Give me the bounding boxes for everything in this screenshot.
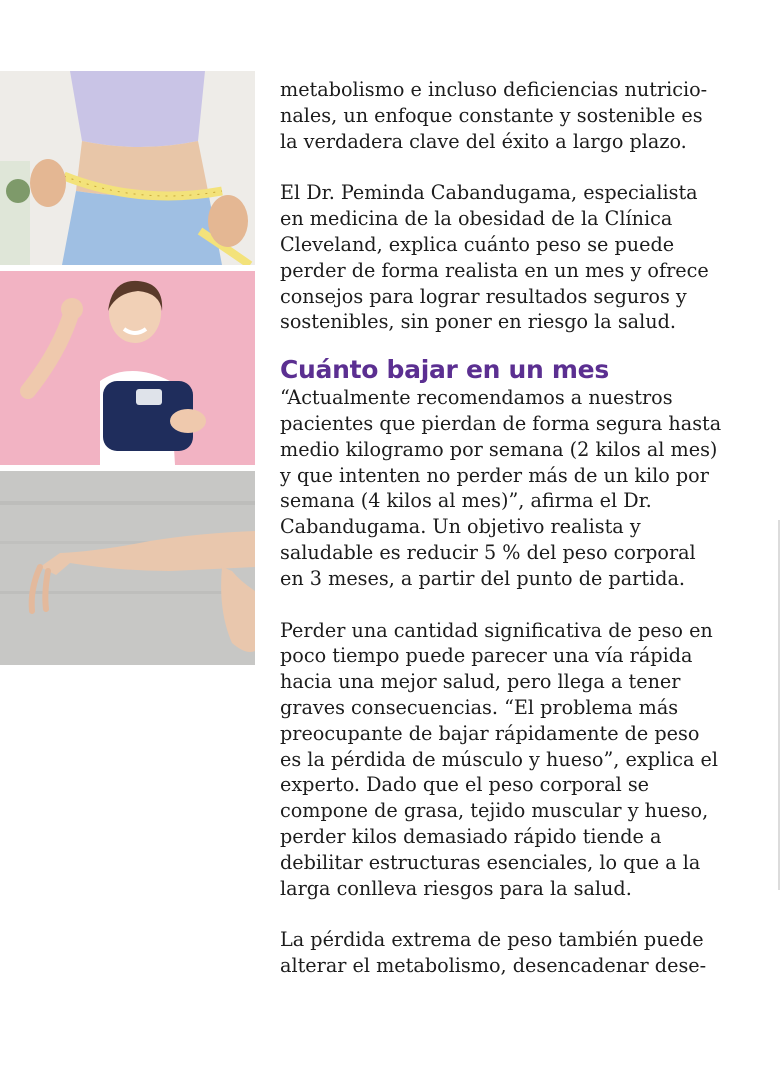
paragraph-5: La pérdida extrema de peso también puede alterar el metabolismo, desencadenar dese- <box>280 928 707 978</box>
paragraph-3: “Actualmente recomendamos a nuestros pacientes que pierdan de forma segura hasta medio kilogramo por semana (2 kilos al mes) y que intenten no perder más de un kilo por semana (4 kilos al mes)”, afirma el Dr. Cabandugama. Un objetivo realista y saludable es reducir 5 % del peso corporal en 3 meses, a partir del punto de partida. <box>280 386 722 590</box>
arm-pinch-photo <box>0 471 255 665</box>
photo-column <box>0 71 255 665</box>
paragraph-2: El Dr. Peminda Cabandugama, especialista en medicina de la obesidad de la Clínica Cleveland, explica cuánto peso se puede perder de forma realista en un mes y ofrece consejos para lograr resultados seguros y sostenibles, sin poner en riesgo la salud. <box>280 181 709 334</box>
waist-photo-illustration <box>0 71 255 265</box>
paragraph-1: metabolismo e incluso deficiencias nutricio-nales, un enfoque constante y sostenible es la verdadera clave del éxito a largo plazo. <box>280 78 708 153</box>
waist-measuring-tape-photo <box>0 71 255 265</box>
article-body <box>280 77 725 1005</box>
scale-photo-illustration <box>0 271 255 465</box>
paragraph-4: Perder una cantidad significativa de peso en poco tiempo puede parecer una vía rápida hacia una mejor salud, pero llega a tener graves consecuencias. “El problema más preocupante de bajar rápidamente de peso es la pérdida de músculo y hueso”, explica el experto. Dado que el peso corporal se compone de grasa, tejido muscular y hueso, perder kilos demasiado rápido tiende a debilitar estructuras esenciales, lo que a la larga conlleva riesgos para la salud. <box>280 618 718 900</box>
woman-holding-scale-photo <box>0 271 255 465</box>
section-heading: Cuánto bajar en un mes <box>280 355 609 385</box>
arm-photo-illustration <box>0 471 255 665</box>
